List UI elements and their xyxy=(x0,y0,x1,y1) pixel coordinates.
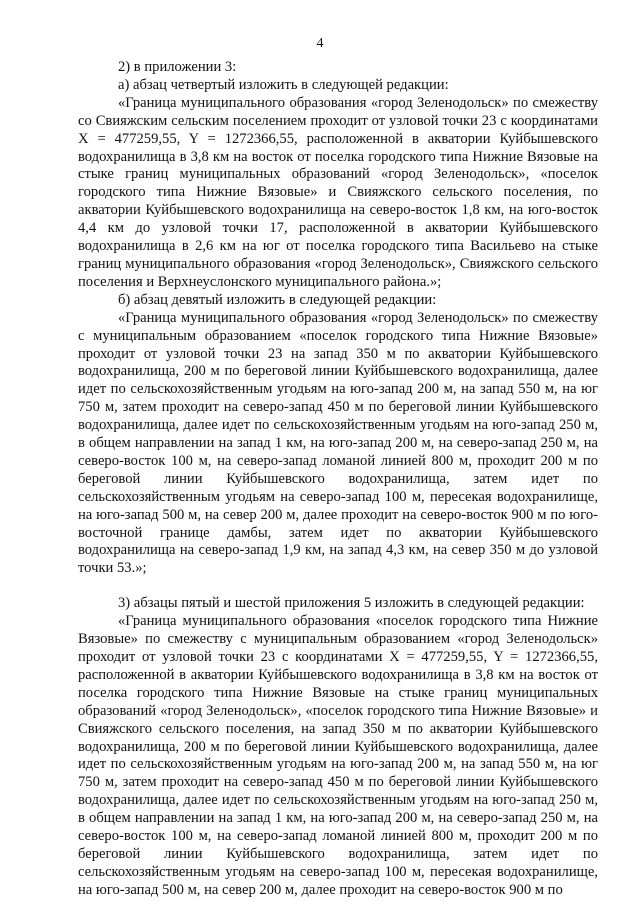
page-number: 4 xyxy=(316,36,324,51)
subitem-a-heading: а) абзац четвертый изложить в следующей редакции: xyxy=(118,76,449,93)
subitem-b-heading: б) абзац девятый изложить в следующей редакции: xyxy=(118,291,437,308)
item-3-heading: 3) абзацы пятый и шестой приложения 5 изложить в следующей редакции: xyxy=(118,595,585,612)
document-body xyxy=(78,59,598,900)
subitem-a-text: «Граница муниципального образования «город Зеленодольск» по смежеству со Свияжским сельским поселением проходит от узловой точки 23 с координатами X = 477259,55, Y = 1272366,55, расположенной в акватории Куйбышевского водохранилища в 3,8 км на восток от поселка городского типа Нижние Вязовые на стыке границ муниципальных образований «город Зеленодольск», «поселок городского типа Нижние Вязовые» и Свияжского сельского поселения, по акватории Куйбышевского водохранилища на северо-восток 1,8 км, на юго-восток 4,4 км до узловой точки 17, расположенной в акватории Куйбышевского водохранилища в 2,6 км на юг от поселка городского типа Васильево на стыке границ муниципального образования «город Зеленодольск», Свияжского сельского поселения и Верхнеуслонского муниципального района.»; xyxy=(78,94,598,290)
item-3-text: «Граница муниципального образования «поселок городского типа Нижние Вязовые» по смежеству с муниципальным образованием «город Зеленодольск» проходит от узловой точки 23 с координатами X = 477259,55, Y = 1272366,55, расположенной в акватории Куйбышевского водохранилища в 3,8 км на восток от поселка городского типа Нижние Вязовые на стыке границ муниципальных образований «город Зеленодольск», «поселок городского типа Нижние Вязовые» и Свияжского сельского поселения, на запад 350 м по акватории Куйбышевского водохранилища, 200 м по береговой линии Куйбышевского водохранилища, далее идет по сельскохозяйственным угодьям на юго-запад 200 м, на запад 550 м, на юг 750 м, затем проходит на северо-запад 450 м по береговой линии Куйбышевского водохранилища, далее идет по сельскохозяйственным угодьям на юго-запад 250 м, в общем направлении на запад 1 км, на юго-запад 200 м, на северо-запад 250 м, на северо-восток 100 м, на северо-запад ломаной линией 800 м, проходит 200 м по береговой линии Куйбышевского водохранилища, затем идет по сельскохозяйственным угодьям на северо-запад 100 м, пересекая водохранилище, на юго-запад 500 м, на север 200 м, далее проходит на северо-восток 900 м по xyxy=(78,613,598,898)
item-2-heading: 2) в приложении 3: xyxy=(118,59,237,75)
subitem-b-text: «Граница муниципального образования «город Зеленодольск» по смежеству с муниципальным образованием «поселок городского типа Нижние Вязовые» проходит от узловой точки 23 на запад 350 м по акватории Куйбышевского водохранилища, 200 м по береговой линии Куйбышевского водохранилища, далее идет по сельскохозяйственным угодьям на юго-запад 200 м, на запад 550 м, на юг 750 м, затем проходит на северо-запад 450 м по береговой линии Куйбышевского водохранилища, далее идет по сельскохозяйственным угодьям на юго-запад 250 м, в общем направлении на запад 1 км, на юго-запад 200 м, на северо-запад 250 м, на северо-восток 100 м, на северо-запад ломаной линией 800 м, проходит 200 м по береговой линии Куйбышевского водохранилища, затем идет по сельскохозяйственным угодьям на северо-запад 100 м, пересекая водохранилище, на юго-запад 500 м, на север 200 м, далее проходит на северо-восток 900 м по юго-восточной границе дамбы, затем идет по акватории Куйбышевского водохранилища на северо-запад 1,9 км, на запад 4,3 км, на север 350 м до узловой точки 53.»; xyxy=(78,309,598,577)
